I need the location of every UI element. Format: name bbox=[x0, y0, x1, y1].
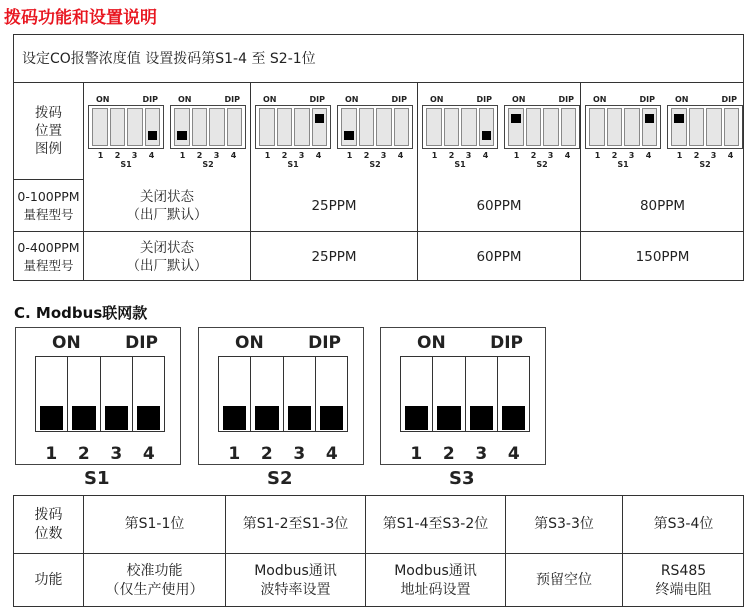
dip-number: 4 bbox=[507, 444, 520, 464]
dip-slot bbox=[316, 357, 347, 431]
dip-number: 4 bbox=[148, 151, 155, 160]
dip-label: DIP bbox=[558, 95, 574, 104]
on-label: ON bbox=[345, 95, 359, 104]
dip-slot bbox=[277, 108, 293, 146]
dip-number: 1 bbox=[410, 444, 423, 464]
dip-number: 2 bbox=[196, 151, 203, 160]
dip-switch-name: S2 bbox=[202, 160, 214, 169]
dip-slot bbox=[359, 108, 375, 146]
dip-slot bbox=[127, 108, 143, 146]
on-label: ON bbox=[512, 95, 526, 104]
value-100-80ppm: 80PPM bbox=[581, 180, 744, 232]
dip-switch-small bbox=[667, 95, 743, 169]
dip-slot bbox=[192, 108, 208, 146]
dip-slot bbox=[461, 108, 477, 146]
dip-slot bbox=[642, 108, 658, 146]
bit-cell: 第S1-4至S3-2位 bbox=[366, 496, 506, 554]
dip-switch-small bbox=[585, 95, 661, 169]
dip-slot bbox=[110, 108, 126, 146]
dip-number: 3 bbox=[298, 151, 305, 160]
dip-switch-name: S2 bbox=[369, 160, 381, 169]
value-400-60ppm: 60PPM bbox=[418, 232, 581, 281]
dip-number: 1 bbox=[45, 444, 58, 464]
dip-legend-group bbox=[418, 83, 581, 180]
dip-slot bbox=[219, 357, 251, 431]
dip-switch-name: S1 bbox=[454, 160, 466, 169]
dip-number: 1 bbox=[513, 151, 520, 160]
dip-switch-name: S1 bbox=[617, 160, 629, 169]
dip-label: DIP bbox=[308, 333, 341, 353]
dip-slot bbox=[294, 108, 310, 146]
dip-key bbox=[72, 406, 95, 430]
dip-key bbox=[482, 131, 492, 140]
dip-number: 4 bbox=[325, 444, 338, 464]
modbus-dip-switch bbox=[198, 327, 364, 465]
dip-slot bbox=[209, 108, 225, 146]
dip-number: 4 bbox=[727, 151, 734, 160]
dip-slot bbox=[101, 357, 133, 431]
dip-slot bbox=[526, 108, 542, 146]
function-cell: 校准功能 （仅生产使用） bbox=[84, 554, 226, 607]
dip-slot bbox=[543, 108, 559, 146]
dip-switch-small bbox=[504, 95, 580, 169]
dip-number: 2 bbox=[281, 151, 288, 160]
dip-body bbox=[400, 356, 530, 432]
dip-body bbox=[218, 356, 348, 432]
dip-slot bbox=[401, 357, 433, 431]
dip-key bbox=[315, 114, 325, 123]
dip-slot bbox=[394, 108, 410, 146]
function-label: 功能 bbox=[14, 554, 84, 607]
dip-slot bbox=[624, 108, 640, 146]
function-cell: 预留空位 bbox=[506, 554, 623, 607]
on-label: ON bbox=[263, 95, 277, 104]
dip-switch-name: S2 bbox=[267, 468, 293, 489]
function-cell: Modbus通讯 波特率设置 bbox=[226, 554, 366, 607]
dip-number: 1 bbox=[264, 151, 271, 160]
dip-label: DIP bbox=[142, 95, 158, 104]
dip-number: 4 bbox=[142, 444, 155, 464]
dip-number: 2 bbox=[260, 444, 273, 464]
dip-number: 2 bbox=[448, 151, 455, 160]
dip-legend-group bbox=[251, 83, 418, 180]
dip-switch-name: S1 bbox=[120, 160, 132, 169]
co-alarm-table bbox=[13, 34, 744, 281]
dip-slot bbox=[68, 357, 100, 431]
dip-slot bbox=[174, 108, 190, 146]
function-cell: RS485 终端电阻 bbox=[655, 562, 712, 598]
dip-key bbox=[177, 131, 187, 140]
dip-slot bbox=[508, 108, 524, 146]
bit-cell: 第S1-2至S1-3位 bbox=[226, 496, 366, 554]
dip-number: 3 bbox=[475, 444, 488, 464]
dip-number: 2 bbox=[114, 151, 121, 160]
dip-number: 3 bbox=[547, 151, 554, 160]
dip-number: 3 bbox=[465, 151, 472, 160]
on-label: ON bbox=[675, 95, 689, 104]
dip-slot bbox=[259, 108, 275, 146]
dip-slot bbox=[671, 108, 687, 146]
dip-slot bbox=[724, 108, 740, 146]
dip-number: 3 bbox=[131, 151, 138, 160]
dip-label: DIP bbox=[476, 95, 492, 104]
dip-slot bbox=[444, 108, 460, 146]
value-100-25ppm: 25PPM bbox=[251, 180, 418, 232]
dip-slot bbox=[92, 108, 108, 146]
bits-label: 拨码 位数 bbox=[14, 496, 84, 554]
dip-slot bbox=[426, 108, 442, 146]
dip-slot bbox=[479, 108, 495, 146]
dip-number: 3 bbox=[710, 151, 717, 160]
dip-number: 4 bbox=[482, 151, 489, 160]
dip-key bbox=[502, 406, 525, 430]
dip-number: 4 bbox=[645, 151, 652, 160]
on-label: ON bbox=[430, 95, 444, 104]
dip-slot bbox=[376, 108, 392, 146]
dip-number: 1 bbox=[594, 151, 601, 160]
dip-legend-label: 拨码 位置 图例 bbox=[14, 83, 84, 180]
dip-slot bbox=[227, 108, 243, 146]
dip-key bbox=[40, 406, 63, 430]
dip-number: 4 bbox=[315, 151, 322, 160]
dip-legend-group bbox=[84, 83, 251, 180]
dip-label: DIP bbox=[224, 95, 240, 104]
dip-key bbox=[344, 131, 354, 140]
section-c-heading: C. Modbus联网款 bbox=[14, 304, 148, 322]
dip-number: 4 bbox=[564, 151, 571, 160]
dip-switch-name: S2 bbox=[699, 160, 711, 169]
dip-number: 2 bbox=[77, 444, 90, 464]
dip-key bbox=[320, 406, 343, 430]
dip-slot bbox=[341, 108, 357, 146]
dip-slot bbox=[498, 357, 529, 431]
dip-slot bbox=[36, 357, 68, 431]
dip-switch-small bbox=[170, 95, 246, 169]
dip-key bbox=[288, 406, 311, 430]
dip-slot bbox=[251, 357, 283, 431]
dip-number: 1 bbox=[97, 151, 104, 160]
dip-switch-small bbox=[337, 95, 413, 169]
dip-label: DIP bbox=[639, 95, 655, 104]
dip-key bbox=[137, 406, 160, 430]
bit-cell: 第S1-1位 bbox=[84, 496, 226, 554]
dip-number: 2 bbox=[530, 151, 537, 160]
dip-key bbox=[674, 114, 684, 123]
on-label: ON bbox=[235, 333, 264, 353]
dip-switch-small bbox=[422, 95, 498, 169]
modbus-dip-switch bbox=[15, 327, 181, 465]
dip-slot bbox=[433, 357, 465, 431]
dip-legend-group bbox=[581, 83, 744, 180]
modbus-dip-switch bbox=[380, 327, 546, 465]
dip-slot bbox=[607, 108, 623, 146]
dip-number: 1 bbox=[179, 151, 186, 160]
dip-body bbox=[35, 356, 165, 432]
dip-key bbox=[645, 114, 655, 123]
on-label: ON bbox=[178, 95, 192, 104]
dip-number: 2 bbox=[363, 151, 370, 160]
dip-switch-small bbox=[255, 95, 331, 169]
value-400-25ppm: 25PPM bbox=[251, 232, 418, 281]
value-100-60ppm: 60PPM bbox=[418, 180, 581, 232]
dip-number: 2 bbox=[442, 444, 455, 464]
dip-number: 1 bbox=[431, 151, 438, 160]
dip-key bbox=[405, 406, 428, 430]
dip-slot bbox=[145, 108, 161, 146]
range-100-label: 0-100PPM 量程型号 bbox=[14, 180, 84, 232]
dip-number: 3 bbox=[293, 444, 306, 464]
dip-label: DIP bbox=[309, 95, 325, 104]
dip-slot bbox=[312, 108, 328, 146]
range-400-label: 0-400PPM 量程型号 bbox=[14, 232, 84, 281]
table-header: 设定CO报警浓度值 设置拨码第S1-4 至 S2-1位 bbox=[14, 35, 744, 83]
dip-key bbox=[105, 406, 128, 430]
dip-slot bbox=[133, 357, 164, 431]
dip-number: 1 bbox=[228, 444, 241, 464]
value-400-default: 关闭状态 （出厂默认） bbox=[84, 232, 251, 281]
function-cell: Modbus通讯 地址码设置 bbox=[366, 554, 506, 607]
dip-number: 3 bbox=[110, 444, 123, 464]
bit-cell: 第S3-4位 bbox=[623, 496, 744, 554]
dip-key bbox=[255, 406, 278, 430]
dip-label: DIP bbox=[721, 95, 737, 104]
dip-slot bbox=[284, 357, 316, 431]
modbus-table bbox=[13, 495, 744, 607]
dip-number: 3 bbox=[380, 151, 387, 160]
dip-switch-name: S3 bbox=[449, 468, 475, 489]
dip-label: DIP bbox=[125, 333, 158, 353]
dip-number: 2 bbox=[693, 151, 700, 160]
dip-slot bbox=[706, 108, 722, 146]
dip-number: 3 bbox=[213, 151, 220, 160]
dip-slot bbox=[689, 108, 705, 146]
dip-switch-small bbox=[88, 95, 164, 169]
dip-switch-name: S2 bbox=[536, 160, 548, 169]
dip-key bbox=[470, 406, 493, 430]
dip-number: 4 bbox=[230, 151, 237, 160]
dip-slot bbox=[589, 108, 605, 146]
dip-key bbox=[437, 406, 460, 430]
dip-legend-row bbox=[84, 83, 744, 180]
dip-number: 2 bbox=[611, 151, 618, 160]
on-label: ON bbox=[52, 333, 81, 353]
dip-label: DIP bbox=[391, 95, 407, 104]
dip-key bbox=[511, 114, 521, 123]
dip-key bbox=[148, 131, 158, 140]
value-400-150ppm: 150PPM bbox=[635, 248, 690, 265]
on-label: ON bbox=[417, 333, 446, 353]
dip-number: 3 bbox=[628, 151, 635, 160]
dip-number: 4 bbox=[397, 151, 404, 160]
dip-key bbox=[223, 406, 246, 430]
value-100-default: 关闭状态 （出厂默认） bbox=[84, 180, 251, 232]
dip-number: 1 bbox=[676, 151, 683, 160]
dip-switch-name: S1 bbox=[287, 160, 299, 169]
on-label: ON bbox=[593, 95, 607, 104]
dip-slot bbox=[466, 357, 498, 431]
dip-switch-name: S1 bbox=[84, 468, 110, 489]
on-label: ON bbox=[96, 95, 110, 104]
dip-label: DIP bbox=[490, 333, 523, 353]
page-title: 拨码功能和设置说明 bbox=[4, 8, 157, 28]
dip-slot bbox=[561, 108, 577, 146]
bit-cell: 第S3-3位 bbox=[506, 496, 623, 554]
dip-number: 1 bbox=[346, 151, 353, 160]
